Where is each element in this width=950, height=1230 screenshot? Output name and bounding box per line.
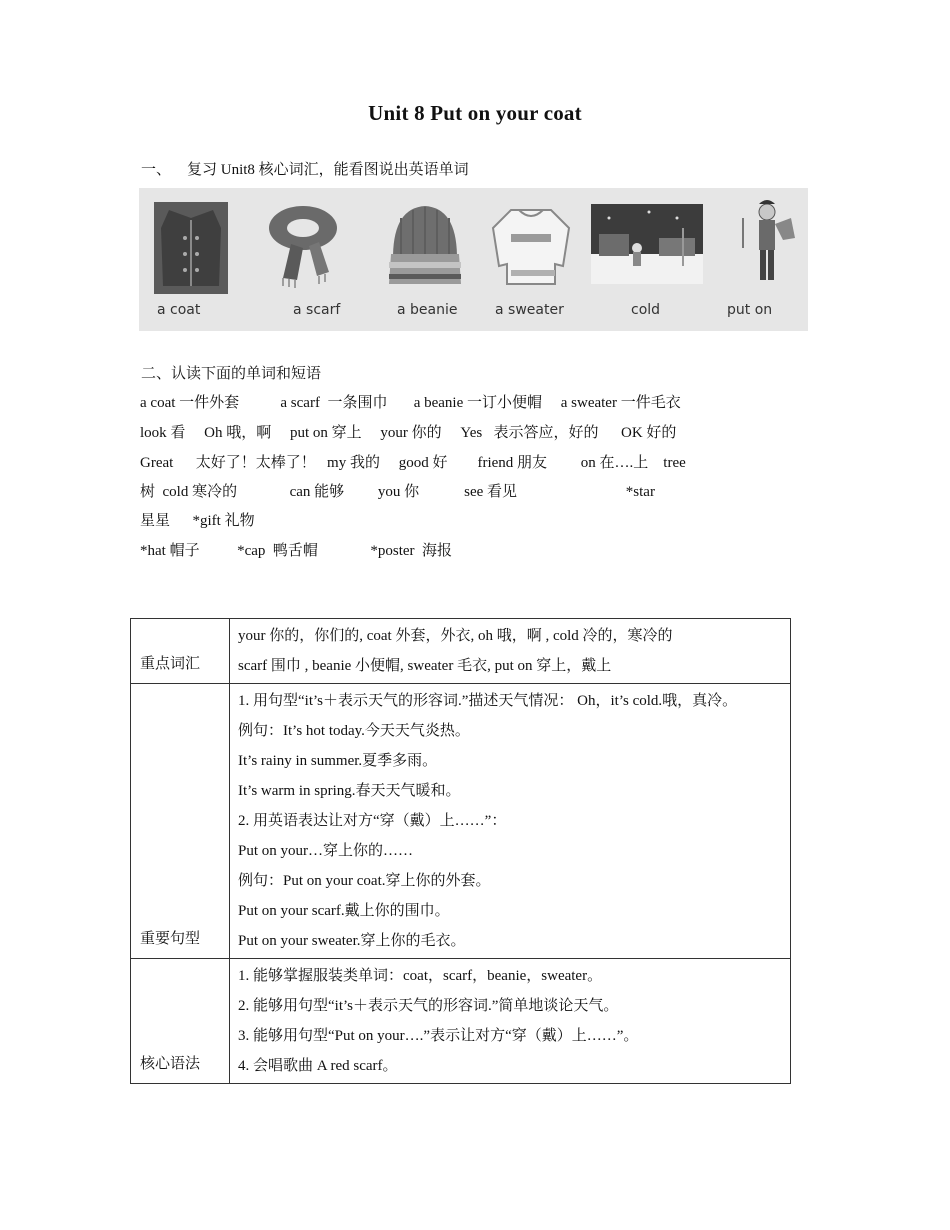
caption-put-on: put on bbox=[727, 302, 773, 318]
caption-beanie: a beanie bbox=[397, 302, 458, 318]
table-row bbox=[131, 619, 791, 684]
table-line: 4. 会唱歌曲 A red scarf。 bbox=[238, 1058, 398, 1074]
row-content-key-vocabulary bbox=[230, 619, 791, 684]
vocabulary-picture-strip bbox=[139, 188, 808, 331]
table-line: scarf 围巾 , beanie 小便帽, sweater 毛衣, put on 穿上，戴上 bbox=[238, 658, 612, 674]
table-line: your 你的，你们的, coat 外套，外衣, oh 哦，啊 , cold 冷的，寒冷的 bbox=[238, 628, 673, 644]
table-line: Put on your scarf.戴上你的围巾。 bbox=[238, 903, 450, 919]
section-1-text: 复习 Unit8 核心词汇，能看图说出英语单词 bbox=[187, 162, 469, 178]
vocab-line-3: Great 太好了！太棒了！ my 我的 good 好 friend 朋友 on 在….上 tree bbox=[140, 455, 686, 471]
section-1-heading bbox=[141, 158, 469, 179]
sweater-picture bbox=[489, 188, 573, 331]
caption-sweater: a sweater bbox=[495, 302, 564, 318]
caption-cold: cold bbox=[631, 302, 661, 318]
cold-picture bbox=[589, 188, 705, 331]
table-line: 1. 能够掌握服装类单词：coat，scarf，beanie，sweater。 bbox=[238, 968, 603, 984]
caption-coat: a coat bbox=[157, 302, 201, 318]
table-line: 例句：It’s hot today.今天天气炎热。 bbox=[238, 723, 470, 739]
table-line: 3. 能够用句型“Put on your….”表示让对方“穿（戴）上……”。 bbox=[238, 1028, 639, 1044]
page-title: Unit 8 Put on your coat bbox=[368, 101, 582, 125]
table-line: Put on your…穿上你的…… bbox=[238, 843, 414, 859]
beanie-picture bbox=[381, 188, 469, 331]
table-line: It’s rainy in summer.夏季多雨。 bbox=[238, 753, 438, 769]
vocab-line-5: 星星 *gift 礼物 bbox=[140, 513, 255, 529]
table-row bbox=[131, 959, 791, 1084]
table-line: 1. 用句型“it’s＋表示天气的形容词.”描述天气情况： Oh，it’s cold.哦，真冷。 bbox=[238, 693, 738, 709]
vocab-line-2: look 看 Oh 哦，啊 put on 穿上 your 你的 Yes 表示答应，好的 OK 好的 bbox=[140, 425, 677, 441]
table-line: 例句：Put on your coat.穿上你的外套。 bbox=[238, 873, 491, 889]
row-label-core-grammar: 核心语法 bbox=[131, 959, 230, 1084]
coat-picture bbox=[151, 188, 231, 331]
vocab-line-6: *hat 帽子 *cap 鸭舌帽 *poster 海报 bbox=[140, 543, 453, 559]
table-line: It’s warm in spring.春天天气暖和。 bbox=[238, 783, 461, 799]
vocab-line-1: a coat 一件外套 a scarf 一条围巾 a beanie 一订小便帽 a sweater 一件毛衣 bbox=[140, 395, 681, 411]
row-content-core-grammar bbox=[230, 959, 791, 1084]
table-line: 2. 能够用句型“it’s＋表示天气的形容词.”简单地谈论天气。 bbox=[238, 998, 619, 1014]
scarf-picture bbox=[263, 188, 343, 331]
vocab-line-4: 树 cold 寒冷的 can 能够 you 你 see 看见 *star bbox=[140, 484, 655, 500]
table-line: 2. 用英语表达让对方“穿（戴）上……”： bbox=[238, 813, 507, 829]
section-1-number: 一、 bbox=[141, 162, 172, 178]
table-row bbox=[131, 684, 791, 959]
summary-table bbox=[130, 618, 791, 1084]
row-content-key-sentences bbox=[230, 684, 791, 959]
row-label-key-vocabulary: 重点词汇 bbox=[131, 619, 230, 684]
put-on-picture bbox=[729, 188, 807, 331]
section-2-heading: 二、认读下面的单词和短语 bbox=[141, 366, 322, 382]
table-line: Put on your sweater.穿上你的毛衣。 bbox=[238, 933, 466, 949]
row-label-key-sentences: 重要句型 bbox=[131, 684, 230, 959]
caption-scarf: a scarf bbox=[293, 302, 341, 318]
